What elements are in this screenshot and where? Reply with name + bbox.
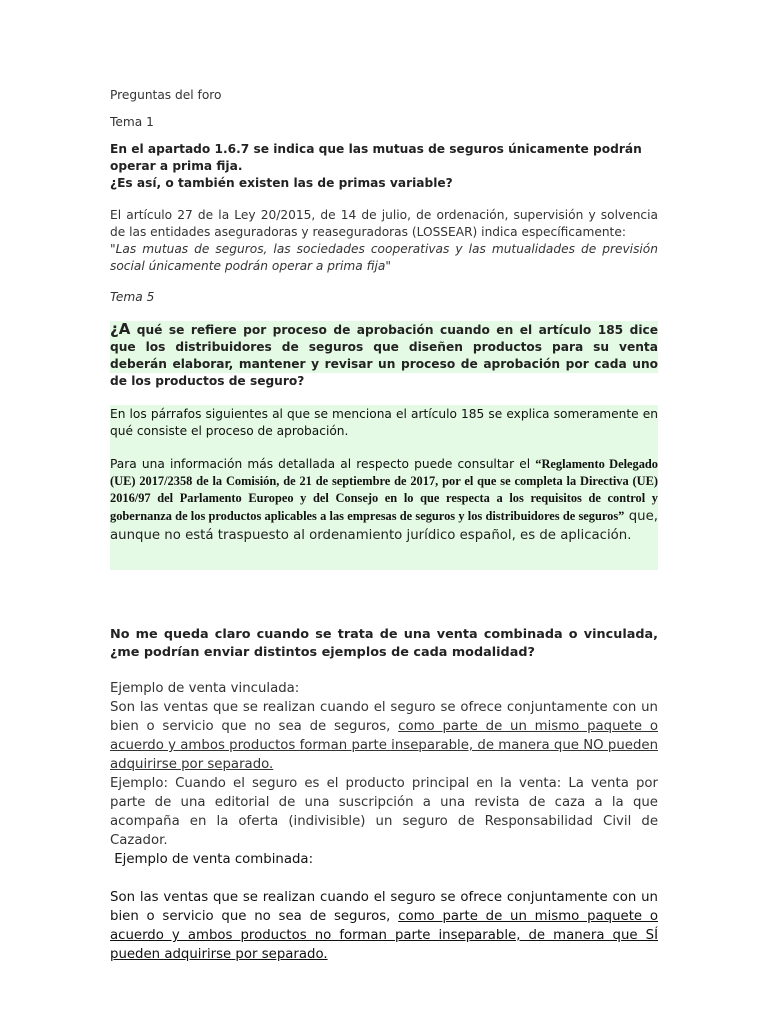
tema5-label: Tema 5 [110, 290, 155, 304]
question-2-body: qué se refiere por proceso de aprobación cuando en el artículo 185 dice que los distribuidores de seguros que diseñen productos para su venta deberán elaborar, mantener y revisar un proceso de aprobación por cada uno de los productos de seguro? [110, 323, 658, 388]
question-2-lead: ¿A [110, 320, 131, 338]
answer-3 [110, 679, 658, 964]
answer-2-regulation-ref: “Reglamento Delegado (UE) 2017/2358 de la Comisión, de 21 de septiembre de 2017, por el que se completa la Directiva (UE) 2016/97 del Parlamento Europeo y del Consejo en lo que respecta a los requisitos de control y gobernanza de los productos aplicables a las empresas de seguros y los distribuidores de seguros” [110, 457, 658, 523]
vinculada-def-underlined: como parte de un mismo paquete o acuerdo y ambos productos forman parte inseparable, de manera que NO pueden adquirirse por separado. [110, 719, 658, 772]
question-3-text: No me queda claro cuando se trata de una venta combinada o vinculada, ¿me podrían enviar distintos ejemplos de cada modalidad? [110, 627, 658, 660]
question-2-text [110, 321, 658, 390]
answer-2-para2 [110, 456, 658, 545]
answer-1-intro: El artículo 27 de la Ley 20/2015, de 14 de julio, de ordenación, supervisión y solvencia de las entidades aseguradoras y reaseguradoras (LOSSEAR) indica específicamente: [110, 208, 658, 239]
question-3 [110, 626, 658, 662]
tema1-label: Tema 1 [110, 115, 154, 129]
question-2 [110, 320, 658, 388]
vinculada-example: Ejemplo: Cuando el seguro es el producto principal en la venta: La venta por parte de una editorial de una suscripción a una revista de caza a la que acompaña en la oferta (indivisible) un seguro de Responsabilidad Civil de Cazador. [110, 776, 658, 848]
header-section [110, 87, 658, 104]
combinada-heading: Ejemplo de venta combinada: [110, 852, 314, 867]
tema5-section [110, 289, 658, 306]
answer-2-para2-intro: Para una información más detallada al respecto puede consultar el [110, 457, 536, 471]
combinada-definition [110, 888, 658, 964]
question-1-line2: ¿Es así, o también existen las de primas variable? [110, 176, 453, 190]
page-title: Preguntas del foro [110, 88, 222, 102]
vinculada-def-start: Son las ventas que se realizan cuando el seguro se ofrece conjuntamente con un bien o servicio que no sea de seguros, [110, 700, 658, 734]
vinculada-heading: Ejemplo de venta vinculada: [110, 681, 300, 696]
answer-2-para2-tail: que, aunque no está traspuesto al ordenamiento jurídico español, es de aplicación. [110, 509, 658, 543]
tema1-section [110, 114, 658, 131]
combinada-def-start: Son las ventas que se realizan cuando el seguro se ofrece conjuntamente con un bien o servicio que no sea de seguros, [110, 890, 658, 924]
answer-2-para1: En los párrafos siguientes al que se menciona el artículo 185 se explica someramente en qué consiste el proceso de aprobación. [110, 407, 658, 438]
vinculada-definition [110, 698, 658, 774]
answer-1-quote: "Las mutuas de seguros, las sociedades cooperativas y las mutualidades de previsión social únicamente podrán operar a prima fija" [110, 242, 658, 273]
question-1-line1: En el apartado 1.6.7 se indica que las mutuas de seguros únicamente podrán operar a prima fija. [110, 142, 642, 173]
combinada-def-underlined: como parte de un mismo paquete o acuerdo y ambos productos no forman parte inseparable, de manera que SÍ pueden adquirirse por separado. [110, 909, 658, 962]
question-1 [110, 141, 658, 192]
answer-1 [110, 207, 658, 275]
answer-2 [110, 405, 658, 570]
